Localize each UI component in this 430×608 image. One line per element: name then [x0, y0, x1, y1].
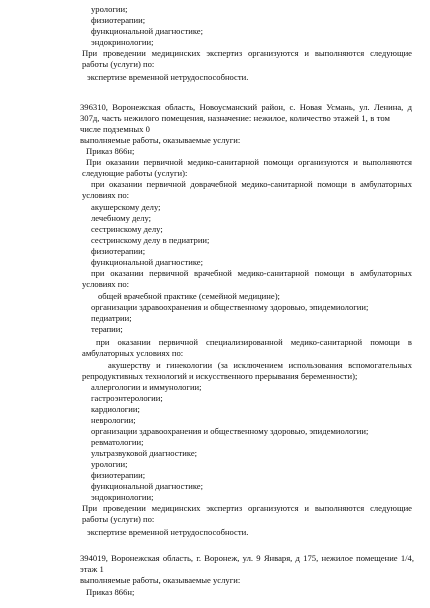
- text-line: ревматологии;: [91, 437, 144, 447]
- text-line: выполняемые работы, оказываемые услуги:: [80, 575, 241, 585]
- text-line: работы (услуги) по:: [82, 59, 155, 69]
- text-line: физиотерапии;: [91, 15, 146, 25]
- address-line: 307д, часть нежилого помещения, назначение: нежилое, количество этажей 1, в том: [80, 113, 390, 123]
- text-line: выполняемые работы, оказываемые услуги:: [80, 135, 241, 145]
- address-line: числе подземных 0: [80, 124, 150, 134]
- text-line: физиотерапии;: [91, 470, 146, 480]
- text-line: репродуктивных технологий и искусственного прерывания беременности);: [82, 371, 358, 381]
- address-line: этаж 1: [80, 564, 104, 574]
- text-line: функциональной диагностике;: [91, 26, 204, 36]
- text-line: общей врачебной практике (семейной медицине);: [98, 291, 280, 301]
- text-line: организации здравоохранения и общественному здоровью, эпидемиологии;: [91, 302, 369, 312]
- text-line: При оказании первичной медико-санитарной помощи организуются и выполняются: [86, 157, 412, 167]
- text-line: урологии;: [91, 459, 128, 469]
- text-line: работы (услуги) по:: [82, 514, 155, 524]
- text-line: амбулаторных условиях по:: [82, 348, 184, 358]
- text-line: Приказ 866н;: [86, 587, 135, 597]
- text-line: эндокринологии;: [91, 37, 154, 47]
- text-line: сестринскому делу в педиатрии;: [91, 235, 210, 245]
- text-line: при оказании первичной доврачебной медико-санитарной помощи в амбулаторных: [91, 179, 412, 189]
- text-line: организации здравоохранения и общественному здоровью, эпидемиологии;: [91, 426, 369, 436]
- text-line: неврологии;: [91, 415, 136, 425]
- text-line: условиях по:: [82, 279, 130, 289]
- text-line: аллергологии и иммунологии;: [91, 382, 202, 392]
- text-line: акушерскому делу;: [91, 202, 161, 212]
- text-line: акушерству и гинекологии (за исключением использования вспомогательных: [108, 360, 412, 370]
- text-line: Приказ 866н;: [86, 146, 135, 156]
- text-line: экспертизе временной нетрудоспособности.: [87, 72, 249, 82]
- text-line: функциональной диагностике;: [91, 481, 204, 491]
- address-line: 396310, Воронежская область, Новоусманский район, с. Новая Усмань, ул. Ленина, д: [80, 102, 412, 112]
- text-line: сестринскому делу;: [91, 224, 163, 234]
- text-line: физиотерапии;: [91, 246, 146, 256]
- address-line: 394019, Воронежская область, г. Воронеж, ул. 9 Января, д 175, нежилое помещение 1/4,: [80, 553, 414, 563]
- text-line: при оказании первичной врачебной медико-санитарной помощи в амбулаторных: [91, 268, 412, 278]
- text-line: следующие работы (услуги):: [82, 168, 188, 178]
- text-line: условиях по:: [82, 190, 130, 200]
- text-line: кардиологии;: [91, 404, 140, 414]
- text-line: гастроэнтерологии;: [91, 393, 163, 403]
- text-line: терапии;: [91, 324, 123, 334]
- text-line: При проведении медицинских экспертиз организуются и выполняются следующие: [82, 48, 412, 58]
- text-line: функциональной диагностике;: [91, 257, 204, 267]
- text-line: экспертизе временной нетрудоспособности.: [87, 527, 249, 537]
- text-line: ультразвуковой диагностике;: [91, 448, 198, 458]
- text-line: урологии;: [91, 4, 128, 14]
- text-line: педиатрии;: [91, 313, 132, 323]
- text-line: при оказании первичной специализированной медико-санитарной помощи в: [96, 337, 412, 347]
- text-line: эндокринологии;: [91, 492, 154, 502]
- text-line: При проведении медицинских экспертиз организуются и выполняются следующие: [82, 503, 412, 513]
- text-line: лечебному делу;: [91, 213, 152, 223]
